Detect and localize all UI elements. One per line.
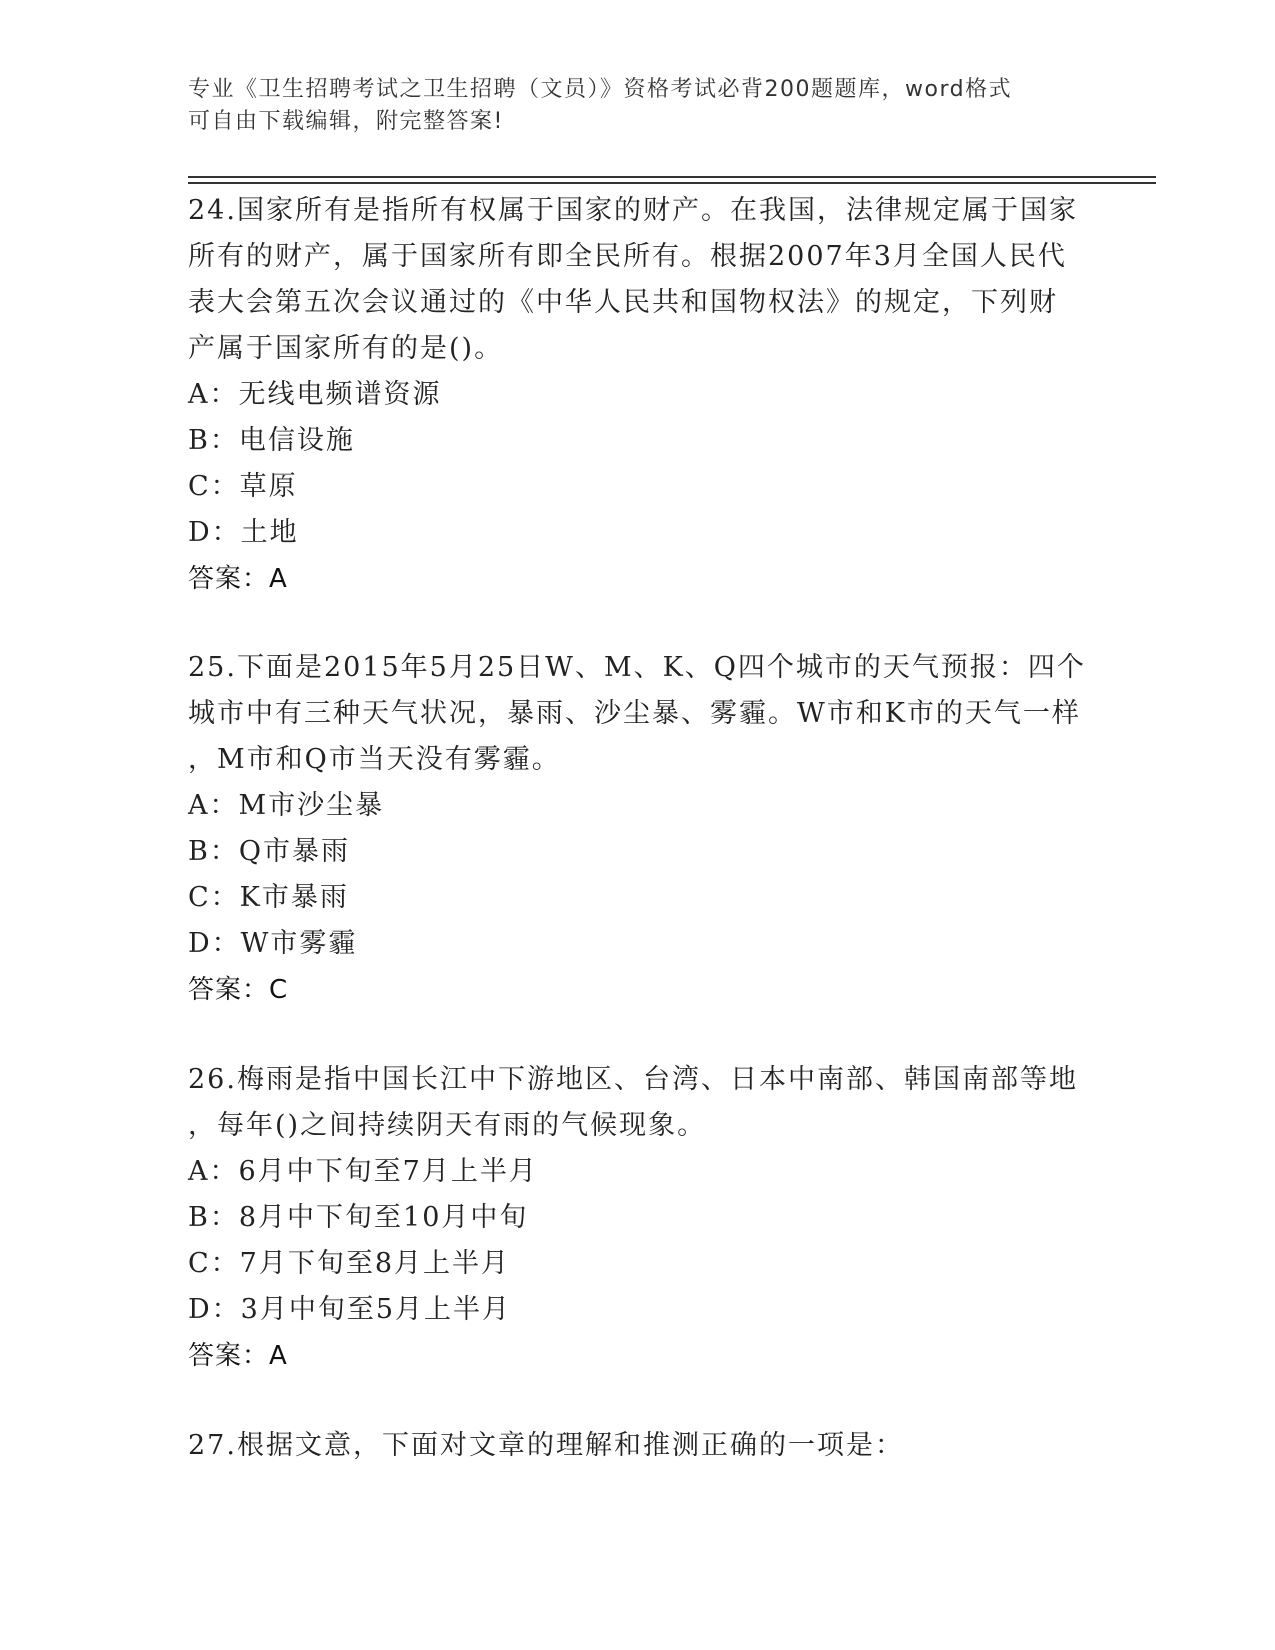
question-stem-line: 城市中有三种天气状况，暴雨、沙尘暴、雾霾。W市和K市的天气一样 — [188, 698, 1081, 729]
question-27 — [188, 1423, 1088, 1469]
header-title-line-1: 专业《卫生招聘考试之卫生招聘（文员）》资格考试必背200题题库，word格式 — [188, 77, 1013, 102]
option-a: A：无线电频谱资源 — [188, 379, 442, 410]
question-25 — [188, 645, 1088, 1013]
option-a: A：M市沙尘暴 — [188, 790, 385, 821]
question-stem-line: 27.根据文意，下面对文章的理解和推测正确的一项是： — [188, 1430, 904, 1461]
option-b: B：电信设施 — [188, 425, 355, 456]
document-header — [188, 74, 1068, 138]
option-d: D：3月中旬至5月上半月 — [188, 1294, 512, 1325]
question-stem-line: 表大会第五次会议通过的《中华人民共和国物权法》的规定，下列财 — [188, 287, 1058, 318]
question-stem-line: 产属于国家所有的是()。 — [188, 333, 504, 364]
option-b: B：Q市暴雨 — [188, 836, 350, 867]
question-stem-line: ，每年()之间持续阴天有雨的气候现象。 — [188, 1110, 707, 1141]
option-b: B：8月中下旬至10月中旬 — [188, 1202, 529, 1233]
question-stem-line: 所有的财产，属于国家所有即全民所有。根据2007年3月全国人民代 — [188, 241, 1067, 272]
option-c: C：K市暴雨 — [188, 882, 349, 913]
header-divider-bottom — [188, 182, 1156, 184]
option-c: C：草原 — [188, 471, 298, 502]
question-stem-line: 26.梅雨是指中国长江中下游地区、台湾、日本中南部、韩国南部等地 — [188, 1064, 1078, 1095]
option-a: A：6月中下旬至7月上半月 — [188, 1156, 538, 1187]
header-divider-top — [188, 176, 1156, 178]
question-24 — [188, 188, 1088, 602]
question-stem-line: ，M市和Q市当天没有雾霾。 — [188, 744, 561, 775]
question-stem-line: 25.下面是2015年5月25日W、M、K、Q四个城市的天气预报：四个 — [188, 652, 1086, 683]
answer-line: 答案：A — [188, 564, 288, 594]
header-title-line-2: 可自由下载编辑，附完整答案! — [188, 109, 504, 134]
question-26 — [188, 1057, 1088, 1379]
option-d: D：土地 — [188, 517, 299, 548]
answer-line: 答案：C — [188, 975, 289, 1005]
question-stem-line: 24.国家所有是指所有权属于国家的财产。在我国，法律规定属于国家 — [188, 195, 1078, 226]
answer-line: 答案：A — [188, 1341, 288, 1371]
option-c: C：7月下旬至8月上半月 — [188, 1248, 511, 1279]
option-d: D：W市雾霾 — [188, 928, 358, 959]
